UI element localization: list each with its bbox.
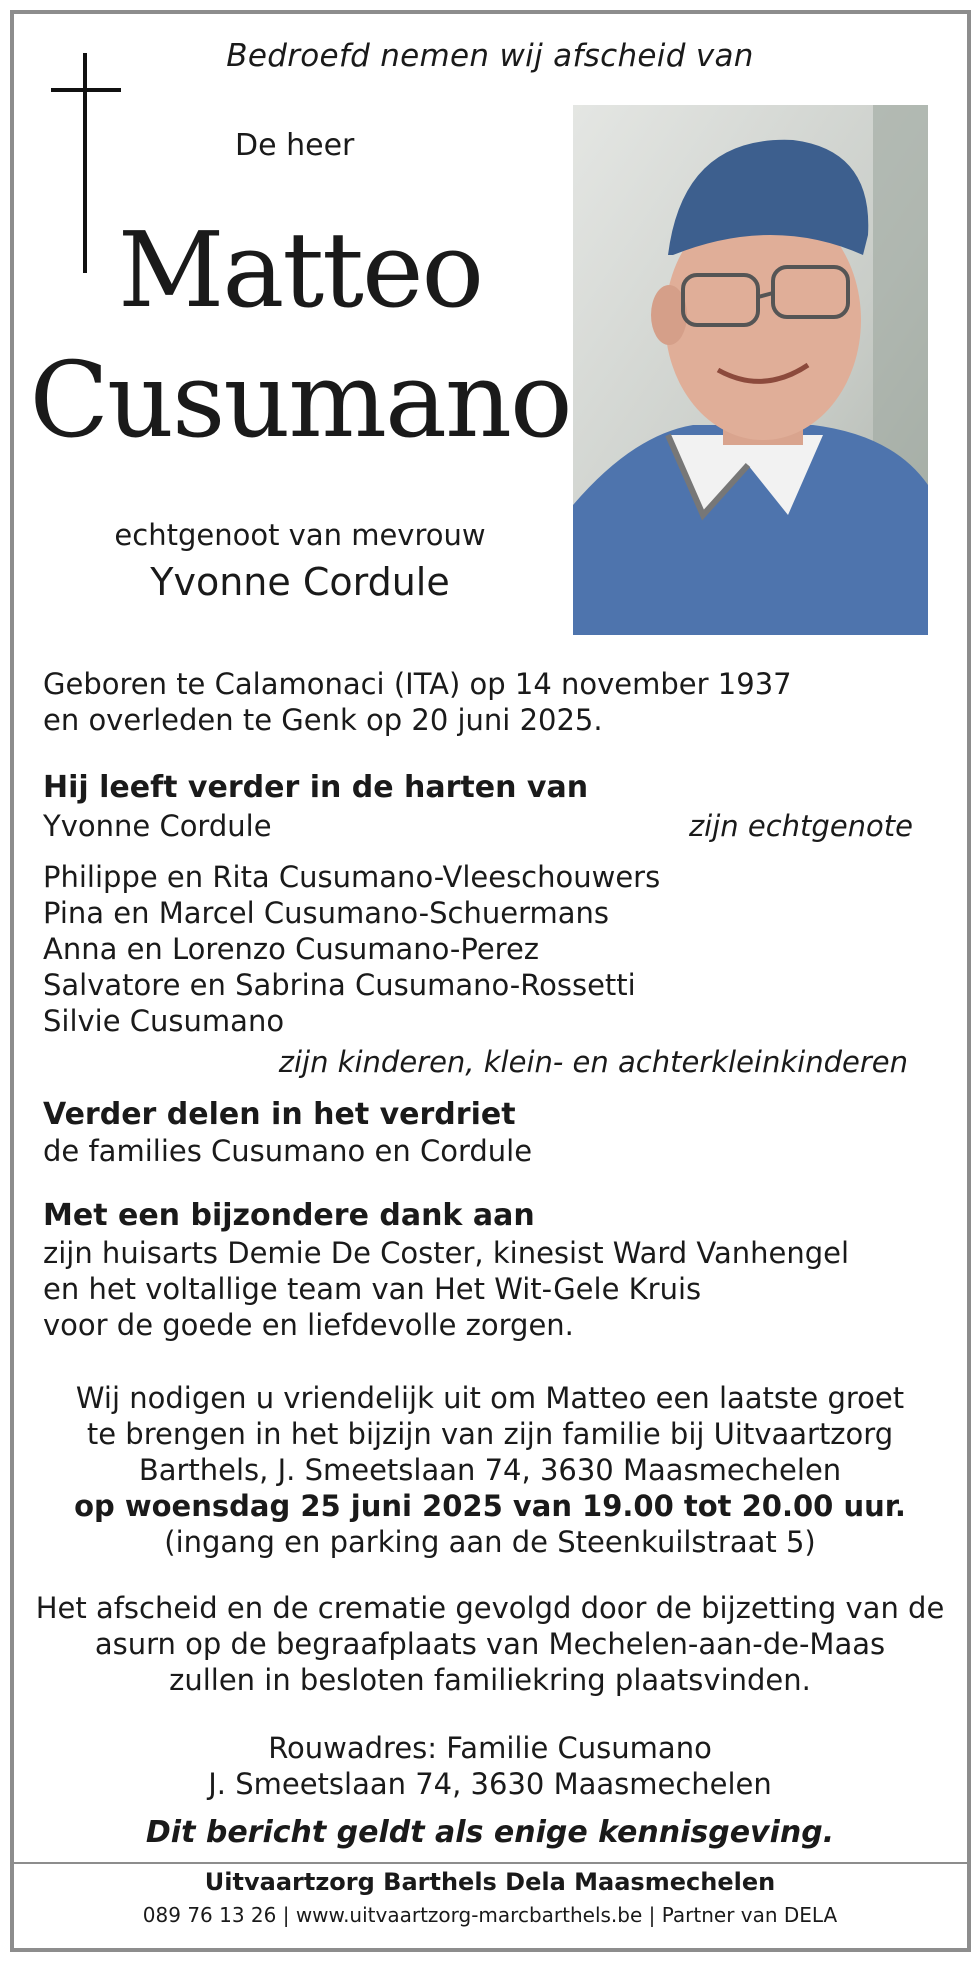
visitation-datetime: op woensdag 25 juni 2025 van 19.00 tot 20.00 uur. xyxy=(74,1489,906,1523)
survivor-spouse: Yvonne Cordule xyxy=(43,809,272,843)
ceremony-info xyxy=(20,1590,960,1698)
text-line: te brengen in het bijzijn van zijn familie bij Uitvaartzorg xyxy=(86,1417,894,1451)
thanks-heading: Met een bijzondere dank aan xyxy=(43,1198,535,1233)
last-name: Cusumano xyxy=(29,339,571,461)
grief-families: de families Cusumano en Cordule xyxy=(43,1134,533,1168)
text-line: zijn huisarts Demie De Coster, kinesist Ward Vanhengel xyxy=(43,1236,850,1270)
list-item: Philippe en Rita Cusumano-Vleeschouwers xyxy=(43,860,661,894)
portrait-photo xyxy=(573,105,928,635)
funeral-home-contact: 089 76 13 26 | www.uitvaartzorg-marcbarthels.be | Partner van DELA xyxy=(142,1903,838,1927)
survivors-heading: Hij leeft verder in de harten van xyxy=(43,770,589,805)
text-line: asurn op de begraafplaats van Mechelen-aan-de-Maas xyxy=(94,1627,886,1661)
text-line: Het afscheid en de crematie gevolgd door de bijzetting van de xyxy=(35,1591,945,1625)
survivor-spouse-role: zijn echtgenote xyxy=(688,809,913,843)
list-item: Anna en Lorenzo Cusumano-Perez xyxy=(43,932,540,966)
parking-info: (ingang en parking aan de Steenkuilstraat 5) xyxy=(164,1525,816,1559)
text-line: Barthels, J. Smeetslaan 74, 3630 Maasmechelen xyxy=(138,1453,842,1487)
mourning-address xyxy=(20,1730,960,1802)
intro-line: Bedroefd nemen wij afscheid van xyxy=(226,38,754,74)
text-line: en het voltallige team van Het Wit-Gele Kruis xyxy=(43,1272,702,1306)
official-notice: Dit bericht geldt als enige kennisgeving. xyxy=(145,1815,835,1850)
funeral-home-name: Uitvaartzorg Barthels Dela Maasmechelen xyxy=(204,1868,776,1896)
birth-death-info xyxy=(43,666,792,738)
footer-divider xyxy=(14,1862,967,1864)
children-role: zijn kinderen, klein- en achterkleinkinderen xyxy=(278,1045,908,1079)
honorific: De heer xyxy=(235,128,355,163)
text-line: Wij nodigen u vriendelijk uit om Matteo een laatste groet xyxy=(75,1381,905,1415)
children-list xyxy=(43,859,660,1039)
text-line: Geboren te Calamonaci (ITA) op 14 november 1937 xyxy=(43,667,792,701)
text-line: Rouwadres: Familie Cusumano xyxy=(268,1731,712,1765)
text-line: en overleden te Genk op 20 juni 2025. xyxy=(43,703,603,737)
text-line: zullen in besloten familiekring plaatsvinden. xyxy=(169,1663,811,1697)
spouse-name: Yvonne Cordule xyxy=(150,560,450,604)
grief-heading: Verder delen in het verdriet xyxy=(43,1097,516,1132)
text-line: voor de goede en liefdevolle zorgen. xyxy=(43,1308,574,1342)
list-item: Salvatore en Sabrina Cusumano-Rossetti xyxy=(43,968,636,1002)
list-item: Silvie Cusumano xyxy=(43,1004,285,1038)
spouse-intro: echtgenoot van mevrouw xyxy=(114,518,486,552)
text-line: J. Smeetslaan 74, 3630 Maasmechelen xyxy=(208,1767,772,1801)
first-name: Matteo xyxy=(117,209,483,331)
cross-icon-bar xyxy=(51,88,121,92)
invitation xyxy=(20,1380,960,1560)
thanks-text xyxy=(43,1235,849,1343)
list-item: Pina en Marcel Cusumano-Schuermans xyxy=(43,896,609,930)
